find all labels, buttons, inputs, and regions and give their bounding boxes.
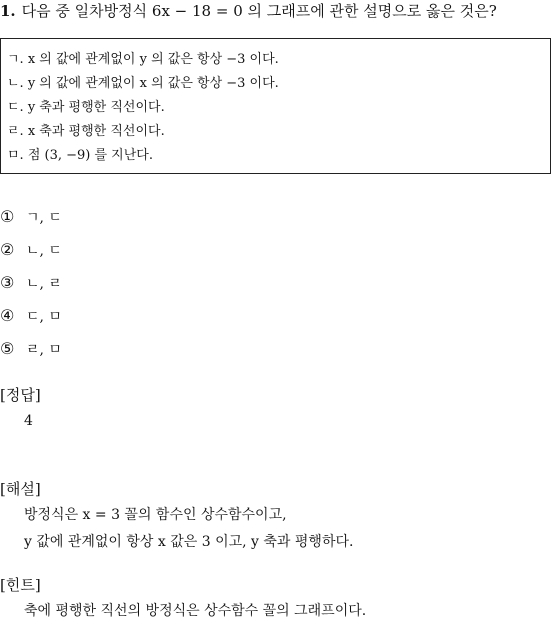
answer-value: 4 xyxy=(24,413,33,429)
statement-item: ㄱ. x 의 값에 관계없이 y 의 값은 항상 −3 이다. xyxy=(7,52,279,67)
statement-item: ㄷ. y 축과 평행한 직선이다. xyxy=(7,100,165,115)
statement-box xyxy=(0,38,551,174)
hint-text: 축에 평행한 직선의 방정식은 상수함수 꼴의 그래프이다. xyxy=(24,603,367,619)
choice-list xyxy=(0,205,62,370)
question-text: 다음 중 일차방정식 6x − 18 = 0 의 그래프에 관한 설명으로 옳은 것은? xyxy=(21,2,497,20)
choice-number: ② xyxy=(0,240,15,259)
choice-5[interactable] xyxy=(0,337,62,370)
statement-item: ㄴ. y 의 값에 관계없이 x 의 값은 항상 −3 이다. xyxy=(7,76,279,91)
explanation-heading: [해설] xyxy=(0,480,41,498)
choice-number: ③ xyxy=(0,273,15,292)
choice-number: ① xyxy=(0,207,15,226)
choice-2[interactable] xyxy=(0,238,62,271)
choice-4[interactable] xyxy=(0,304,62,337)
choice-number: ④ xyxy=(0,306,15,325)
choice-3[interactable] xyxy=(0,271,62,304)
choice-number: ⑤ xyxy=(0,339,15,358)
statement-item: ㄹ. x 축과 평행한 직선이다. xyxy=(7,124,165,139)
question xyxy=(0,0,555,22)
choice-1[interactable] xyxy=(0,205,62,238)
answer-heading: [정답] xyxy=(0,386,41,404)
explanation-line: 방정식은 x = 3 꼴의 함수인 상수함수이고, xyxy=(24,507,287,523)
statement-item: ㅁ. 점 (3, −9) 를 지난다. xyxy=(7,148,153,163)
question-number: 1. xyxy=(0,2,16,20)
choice-label: ㄴ, ㄹ xyxy=(26,276,62,292)
explanation-line: y 값에 관계없이 항상 x 값은 3 이고, y 축과 평행하다. xyxy=(24,534,354,550)
choice-label: ㄱ, ㄷ xyxy=(26,210,62,226)
choice-label: ㄴ, ㄷ xyxy=(26,243,62,259)
choice-label: ㄷ, ㅁ xyxy=(26,309,62,325)
choice-label: ㄹ, ㅁ xyxy=(26,342,62,358)
hint-heading: [힌트] xyxy=(0,576,41,594)
